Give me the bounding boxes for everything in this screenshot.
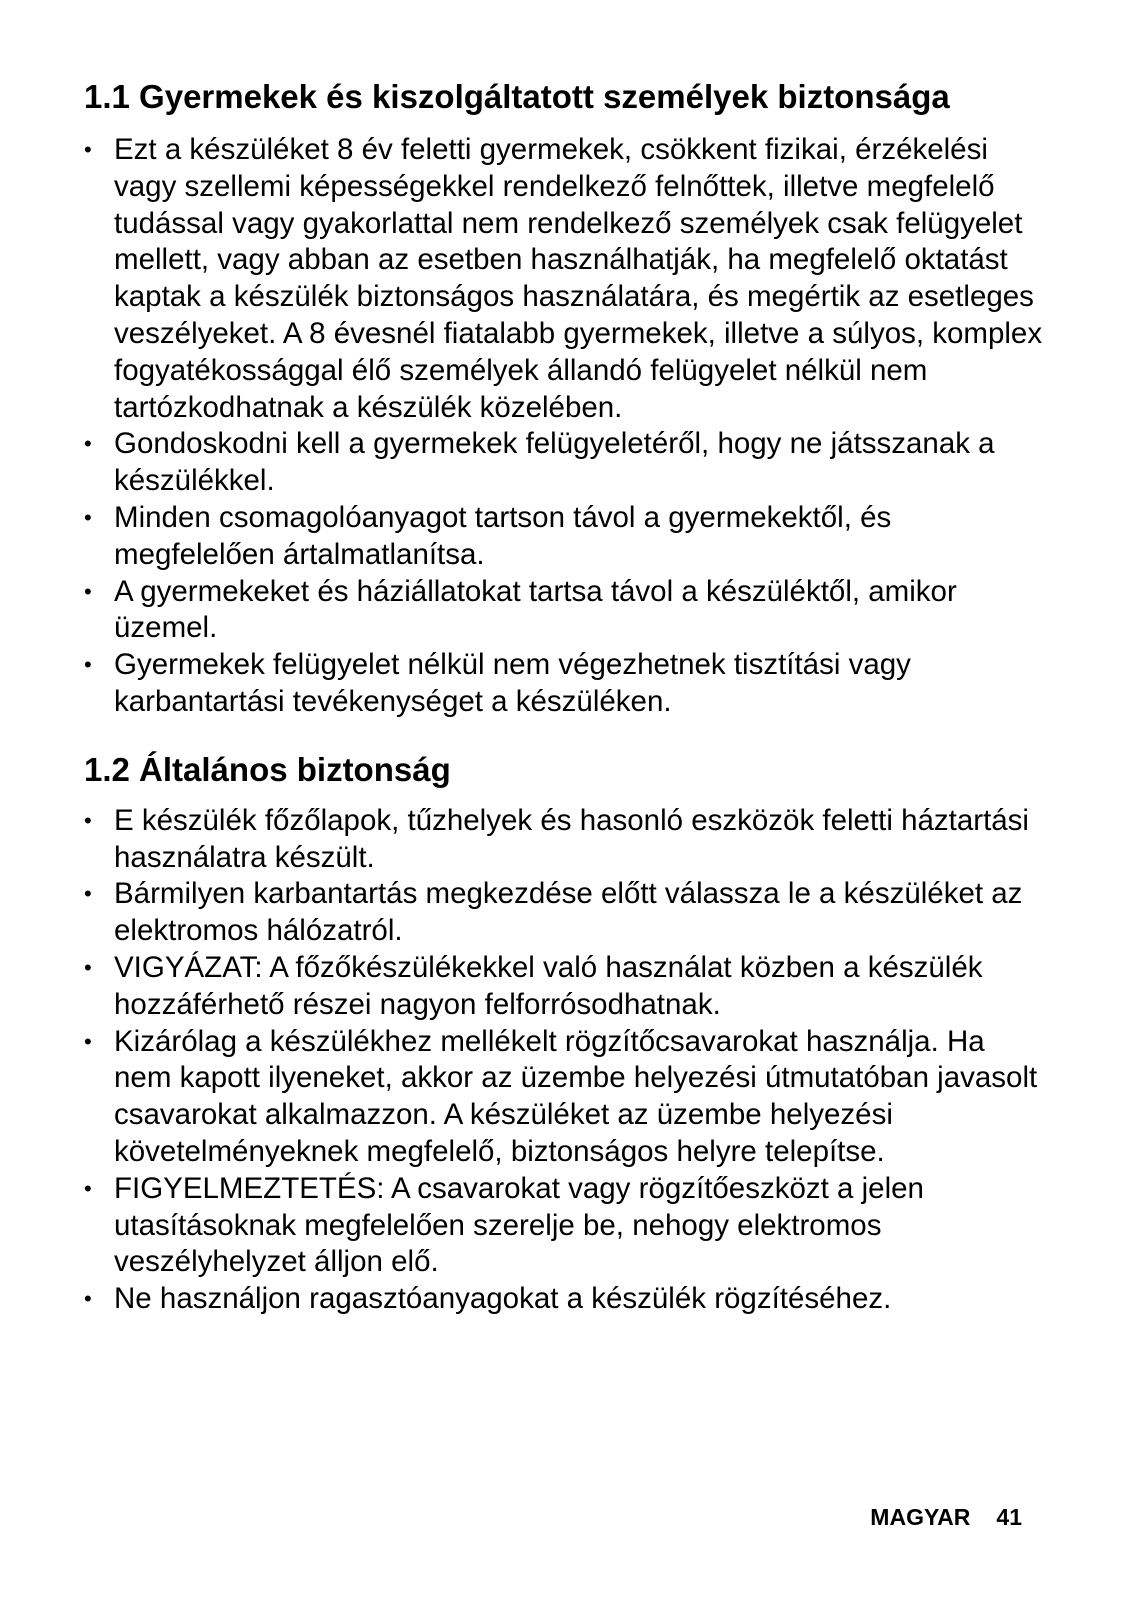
list-item-text: E készülék főzőlapok, tűzhelyek és hasonló eszközök feletti háztartási használatra készült. (114, 803, 1029, 874)
bullet-icon: • (84, 578, 92, 604)
bullet-icon: • (84, 1286, 92, 1312)
list-item (84, 1171, 1044, 1281)
list-item (84, 803, 1044, 877)
list-item-text: Minden csomagolóanyagot tartson távol a gyermekektől, és megfelelően ártalmatlanítsa. (114, 500, 892, 571)
list-item-text: VIGYÁZAT: A főzőkészülékekkel való használat közben a készülék hozzáférhető részei nagyon felforrósodhatnak. (114, 950, 983, 1021)
list-item (84, 950, 1044, 1024)
document-page (84, 78, 1044, 1318)
list-item (84, 1024, 1044, 1171)
bullet-icon: • (84, 652, 92, 678)
list-item-text: Ne használjon ragasztóanyagokat a készülék rögzítéséhez. (114, 1282, 892, 1316)
bullet-icon: • (84, 137, 92, 162)
list-item-text: Ezt a készüléket 8 év feletti gyermekek, csökkent fizikai, érzékelési vagy szellemi képességekkel rendelkező felnőttek, illetve megfelelő tudással vagy gyakorlattal nem rendelkező személyek csak felügyelet mellett, vagy abban az esetben használhatják, ha megfelelő oktatást kaptak a készülék biztonságos használatára, és megértik az esetleges veszélyeket. A 8 évesnél fiatalabb gyermekek, illetve a súlyos, komplex fogyatékossággal élő személyek állandó felügyelet nélkül nem tartózkodhatnak a készülék közelében. (114, 133, 1043, 424)
list-item-text: Bármilyen karbantartás megkezdése előtt válassza le a készüléket az elektromos hálózatról. (114, 877, 1023, 948)
bullet-icon: • (84, 807, 92, 833)
list-item (84, 647, 1044, 721)
bullet-icon: • (84, 881, 92, 907)
bullet-icon: • (84, 504, 92, 530)
page-footer (870, 1503, 1022, 1531)
list-item (84, 132, 1044, 426)
bullet-icon: • (84, 431, 92, 457)
page-number: 41 (996, 1504, 1022, 1530)
list-item-text: FIGYELMEZTETÉS: A csavarokat vagy rögzítőeszközt a jelen utasításoknak megfelelően szerelje be, nehogy elektromos veszélyhelyzet álljon elő. (114, 1171, 924, 1279)
bullet-list (84, 803, 1044, 1318)
list-item (84, 574, 1044, 648)
list-item-text: Gyermekek felügyelet nélkül nem végezhetnek tisztítási vagy karbantartási tevékenységet a készüléken. (114, 648, 911, 718)
list-item-text: Gondoskodni kell a gyermekek felügyeletéről, hogy ne játsszanak a készülékkel. (114, 427, 995, 498)
bullet-icon: • (84, 1175, 92, 1201)
section-title: 1.1 Gyermekek és kiszolgáltatott személyek biztonsága (84, 78, 950, 115)
section-general-safety (84, 751, 1044, 1318)
list-item-text: Kizárólag a készülékhez mellékelt rögzítőcsavarokat használja. Ha nem kapott ilyeneket, akkor az üzembe helyezési útmutatóban javasolt csavarokat alkalmazzon. A készüléket az üzembe helyezési követelményeknek megfelelő, biztonságos helyre telepítse. (114, 1024, 1038, 1168)
section-child-safety (84, 78, 1044, 721)
list-item (84, 500, 1044, 574)
bullet-icon: • (84, 954, 92, 980)
bullet-icon: • (84, 1028, 92, 1054)
bullet-list (84, 132, 1044, 721)
section-title: 1.2 Általános biztonság (84, 750, 451, 788)
list-item (84, 876, 1044, 950)
list-item (84, 1281, 1044, 1318)
list-item-text: A gyermekeket és háziállatokat tartsa távol a készüléktől, amikor üzemel. (114, 574, 957, 645)
footer-language: MAGYAR (870, 1504, 971, 1530)
list-item (84, 426, 1044, 500)
